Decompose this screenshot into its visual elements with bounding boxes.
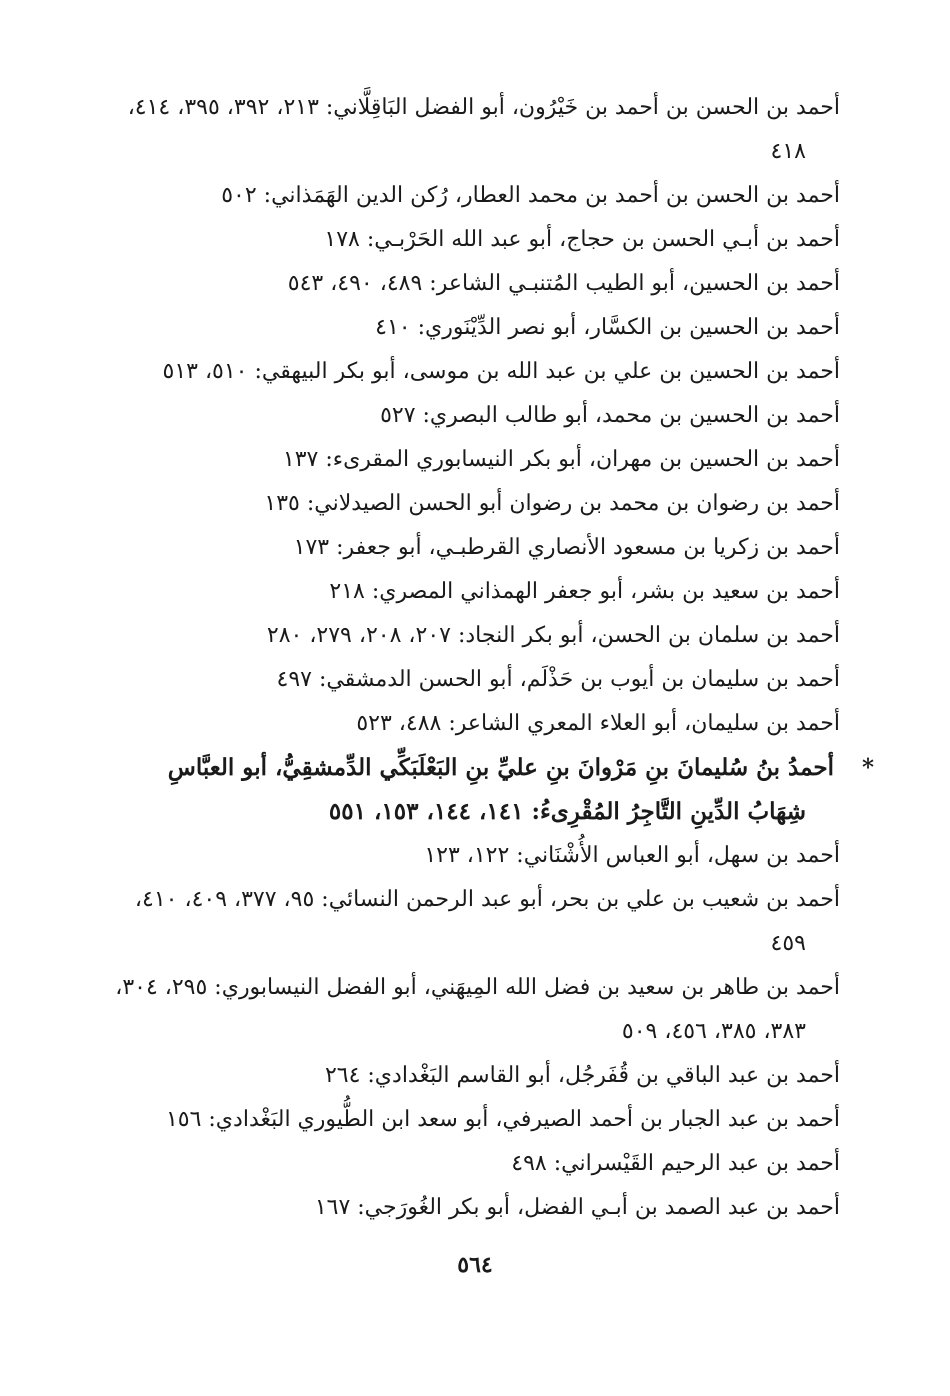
- index-entry: أحمد بن عبد الباقي بن قُفَرجُل، أبو القاسم البَغْدادي: ٢٦٤: [324, 1063, 840, 1088]
- index-entry: أحمد بن الحسين، أبو الطيب المُتنبـي الشاعر: ٤٨٩، ٤٩٠، ٥٤٣: [287, 271, 840, 296]
- index-entry: أحمد بن الحسين بن محمد، أبو طالب البصري: ٥٢٧: [380, 403, 840, 428]
- index-entry: أحمد بن سهل، أبو العباس الأُشْنَاني: ١٢٢، ١٢٣: [424, 843, 840, 868]
- featured-entry-text: أحمدُ بنُ سُليمانَ بنِ مَرْوانَ بنِ عليِّ بنِ البَعْلَبَكِّي الدِّمشقِيُّ، أبو العبَّاسِ شِهَابُ الدِّينِ التَّاجِرُ المُقْرِىءُ: ١٤١، ١٤٤، ١٥٣، ٥٥١: [167, 754, 834, 825]
- index-entry: أحمد بن عبد الرحيم القَيْسراني: ٤٩٨: [511, 1151, 840, 1176]
- index-entry: أحمد بن الحسن بن أحمد بن محمد العطار، رُكن الدين الهَمَذاني: ٥٠٢: [221, 183, 840, 208]
- index-entry: أحمد بن عبد الصمد بن أبـي الفضل، أبو بكر الغُورَجي: ١٦٧: [314, 1195, 840, 1220]
- index-entry: أحمد بن الحسين بن مهران، أبو بكر النيسابوري المقرىء: ١٣٧: [282, 447, 840, 472]
- index-entry: أحمد بن زكريا بن مسعود الأنصاري القرطبـي، أبو جعفر: ١٧٣: [293, 535, 840, 560]
- index-entry: أحمد بن الحسين بن علي بن عبد الله بن موسى، أبو بكر البيهقي: ٥١٠، ٥١٣: [162, 359, 840, 384]
- index-entry: أحمد بن الحسين بن الكسَّار، أبو نصر الدِّيْنَوري: ٤١٠: [375, 315, 840, 340]
- index-entry: أحمد بن أبـي الحسن بن حجاج، أبو عبد الله الحَرْبـي: ١٧٨: [324, 227, 840, 252]
- index-entry: أحمد بن الحسن بن أحمد بن خَيْرُون، أبو الفضل البَاقِلَّاني: ٢١٣، ٣٩٢، ٣٩٥، ٤١٤، ٤١٨: [127, 95, 840, 164]
- featured-index-entry: *أحمدُ بنُ سُليمانَ بنِ مَرْوانَ بنِ عليِّ بنِ البَعْلَبَكِّي الدِّمشقِيُّ، أبو العبَّاسِ شِهَابُ الدِّينِ التَّاجِرُ المُقْرِىءُ: ١٤١، ١٤٤، ١٥٣، ٥٥١: [167, 754, 874, 825]
- index-entry: أحمد بن عبد الجبار بن أحمد الصيرفي، أبو سعد ابن الطُّيوري البَغْدادي: ١٥٦: [165, 1107, 840, 1132]
- index-entry: أحمد بن طاهر بن سعيد بن فضل الله المِيهَني، أبو الفضل النيسابوري: ٢٩٥، ٣٠٤، ٣٨٣، ٣٨٥، ٤٥٦، ٥٠٩: [115, 975, 840, 1044]
- index-entry: أحمد بن سليمان، أبو العلاء المعري الشاعر: ٤٨٨، ٥٢٣: [356, 711, 840, 736]
- index-entry: أحمد بن رضوان بن محمد بن رضوان أبو الحسن الصيدلاني: ١٣٥: [264, 491, 840, 516]
- index-entry: أحمد بن شعيب بن علي بن بحر، أبو عبد الرحمن النسائي: ٩٥، ٣٧٧، ٤٠٩، ٤١٠، ٤٥٩: [134, 887, 840, 956]
- index-entry: أحمد بن سلمان بن الحسن، أبو بكر النجاد: ٢٠٧، ٢٠٨، ٢٧٩، ٢٨٠: [266, 623, 840, 648]
- index-entry: أحمد بن سعيد بن بشر، أبو جعفر الهمذاني المصري: ٢١٨: [329, 579, 840, 604]
- index-entries: [105, 86, 874, 1230]
- page-number: ٥٦٤: [457, 1252, 493, 1278]
- index-entry: أحمد بن سليمان بن أيوب بن حَذْلَم، أبو الحسن الدمشقي: ٤٩٧: [276, 667, 840, 692]
